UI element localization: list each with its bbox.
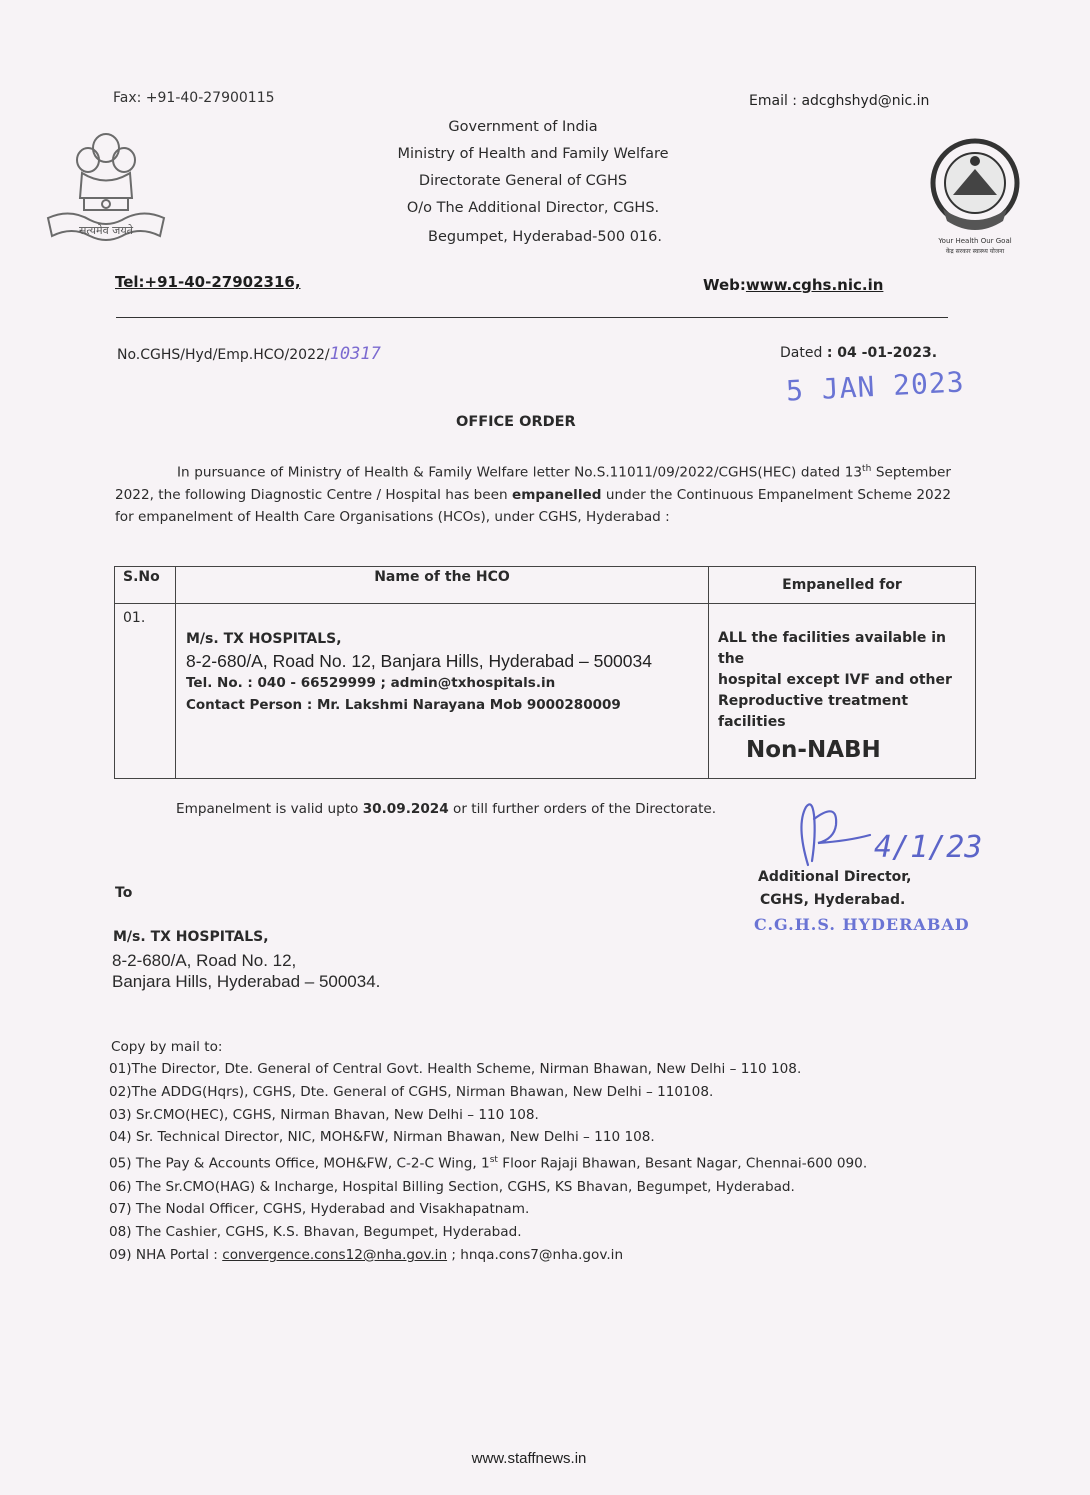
para-part-b: September 2022, the following Diagnostic Centre / Hospital has been <box>115 464 951 503</box>
validity-suffix: or till further orders of the Directorate. <box>448 801 717 817</box>
list-item: 02)The ADDG(Hqrs), CGHS, Dte. General of CGHS, Nirman Bhawan, New Delhi – 110108. <box>109 1083 714 1100</box>
reference-number <box>117 344 381 364</box>
validity-date: 30.09.2024 <box>362 801 449 817</box>
list-item: 07) The Nodal Officer, CGHS, Hyderabad and Visakhapatnam. <box>109 1201 530 1218</box>
website-link[interactable]: www.cghs.nic.in <box>745 276 884 294</box>
copy-item-5-a: 05) The Pay & Accounts Office, MOH&FW, C-2-C Wing, 1 <box>109 1155 490 1172</box>
order-paragraph <box>115 458 951 528</box>
list-item: 01)The Director, Dte. General of Central Govt. Health Scheme, Nirman Bhawan, New Delhi – 110 108. <box>109 1061 802 1077</box>
website-label: Web: <box>703 276 746 294</box>
validity-note <box>176 801 716 817</box>
header-empanelled: Empanelled for <box>709 567 976 604</box>
recipient-name: M/s. TX HOSPITALS, <box>113 929 269 945</box>
nha-email-link[interactable]: convergence.cons12@nha.gov.in <box>222 1246 448 1263</box>
list-item: 08) The Cashier, CGHS, K.S. Bhavan, Begumpet, Hyderabad. <box>109 1224 522 1241</box>
emblem-motto: सत्यमेव जयते <box>78 224 134 237</box>
copy-item-9-b: ; hnqa.cons7@nha.gov.in <box>447 1246 624 1263</box>
empanelled-line-2: hospital except IVF and other <box>718 672 952 688</box>
header-divider <box>116 317 948 318</box>
validity-prefix: Empanelment is valid upto <box>176 801 363 817</box>
reference-prefix: No.CGHS/Hyd/Emp.HCO/2022/ <box>117 347 330 363</box>
logo-tagline: Your Health Our Goal <box>938 237 1012 245</box>
table-header-row <box>115 567 976 604</box>
received-date-stamp: 5 JAN 2023 <box>785 365 966 408</box>
copy-item-9-a: 09) NHA Portal : <box>109 1246 223 1263</box>
recipient-address-line-1: 8-2-680/A, Road No. 12, <box>112 951 297 970</box>
footer-website[interactable]: www.staffnews.in <box>471 1450 587 1467</box>
recipient-address-line-2: Banjara Hills, Hyderabad – 500034. <box>112 972 381 991</box>
signatory-designation: Additional Director, <box>758 869 912 885</box>
header-line-1: Government of India <box>448 119 598 135</box>
copy-heading: Copy by mail to: <box>111 1039 223 1055</box>
empanelled-line-3: Reproductive treatment facilities <box>718 693 909 730</box>
list-item: 04) Sr. Technical Director, NIC, MOH&FW, Nirman Bhawan, New Delhi – 110 108. <box>109 1129 655 1146</box>
telephone-number: Tel:+91-40-27902316, <box>115 273 301 291</box>
para-sup: th <box>862 464 872 474</box>
website <box>703 276 883 294</box>
document-title: OFFICE ORDER <box>456 414 576 430</box>
hospital-name: M/s. TX HOSPITALS, <box>186 631 342 647</box>
header-sno: S.No <box>115 567 176 604</box>
para-part-a: In pursuance of Ministry of Health & Family Welfare letter No.S.11011/09/2022/CGHS(HEC) dated 13 <box>177 464 863 481</box>
header-line-2: Ministry of Health and Family Welfare <box>397 146 669 162</box>
list-item: 03) Sr.CMO(HEC), CGHS, Nirman Bhavan, New Delhi – 110 108. <box>109 1106 539 1123</box>
dated-label: Dated <box>780 345 823 361</box>
to-label: To <box>115 885 133 901</box>
row-hco-details <box>176 604 709 779</box>
row-empanelled-for <box>709 604 976 779</box>
para-bold: empanelled <box>512 486 602 503</box>
hco-table <box>114 566 976 779</box>
header-line-5: Begumpet, Hyderabad-500 016. <box>428 229 662 245</box>
list-item: 06) The Sr.CMO(HAG) & Incharge, Hospital Billing Section, CGHS, KS Bhavan, Begumpet, Hyderabad. <box>109 1178 795 1195</box>
copy-list <box>109 1058 867 1267</box>
row-sno: 01. <box>115 604 176 779</box>
office-stamp: C.G.H.S. HYDERABAD <box>754 915 970 934</box>
empanelled-line-1: ALL the facilities available in the <box>718 630 947 667</box>
table-row <box>115 604 976 779</box>
handwritten-number: 10317 <box>329 344 381 364</box>
para-part-c: under the Continuous Empanelment Scheme 2022 for empanelment of Health Care Organisations (HCOs), under CGHS, Hyderabad : <box>115 486 951 525</box>
signature-icon <box>778 795 983 875</box>
header-name: Name of the HCO <box>176 567 709 604</box>
list-item <box>109 1244 867 1267</box>
email-address: Email : adcghshyd@nic.in <box>749 93 930 109</box>
copy-item-5-sup: st <box>489 1155 498 1166</box>
copy-item-5-b: Floor Rajaji Bhawan, Besant Nagar, Chennai-600 090. <box>497 1155 868 1172</box>
header-line-4: O/o The Additional Director, CGHS. <box>406 200 660 216</box>
list-item <box>109 1149 867 1175</box>
logo-hindi-text: केंद्र सरकार स्वास्थ्य योजना <box>945 248 1005 255</box>
cghs-logo-icon <box>925 135 1025 259</box>
hospital-address: 8-2-680/A, Road No. 12, Banjara Hills, Hyderabad – 500034 <box>186 651 652 671</box>
accreditation-status: Non-NABH <box>746 737 881 763</box>
header-line-3: Directorate General of CGHS <box>418 173 628 189</box>
hospital-contact-tel: Tel. No. : 040 - 66529999 ; admin@txhospitals.in <box>186 675 556 691</box>
dated-value: : 04 -01-2023. <box>826 345 938 361</box>
signatory-office: CGHS, Hyderabad. <box>760 892 906 908</box>
fax-number: Fax: +91-40-27900115 <box>113 90 275 106</box>
signature-date: 4/1/23 <box>874 830 983 865</box>
hospital-contact-person: Contact Person : Mr. Lakshmi Narayana Mob 9000280009 <box>186 697 621 713</box>
order-date <box>780 345 937 361</box>
